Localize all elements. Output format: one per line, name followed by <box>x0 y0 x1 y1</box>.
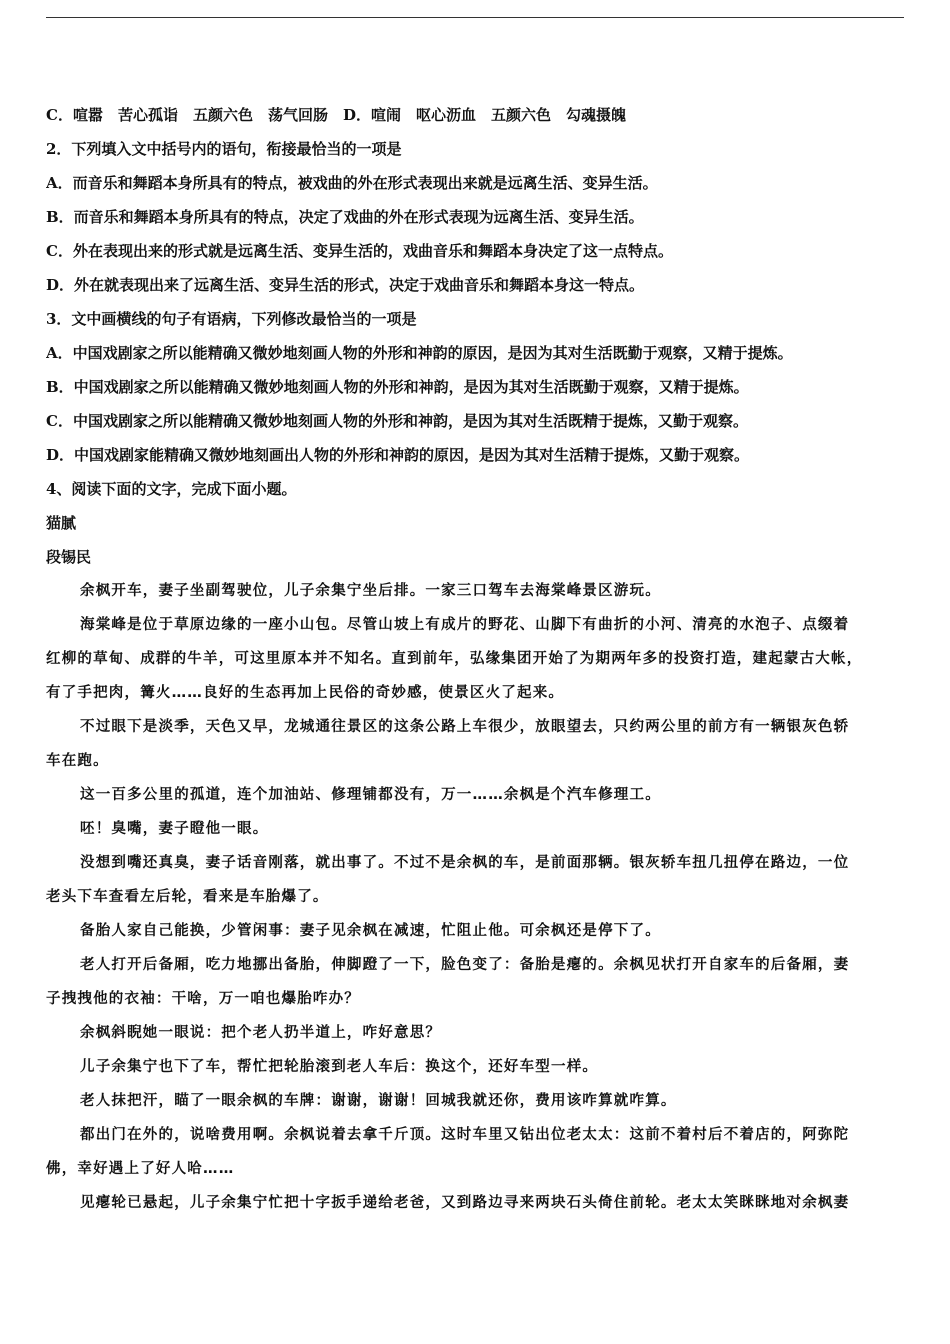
question-3-option-d: D．中国戏剧家能精确又微妙地刻画出人物的外形和神韵的原因，是因为其对生活精于提炼，又勤于观察。 <box>46 446 750 464</box>
question-3-stem: 3．文中画横线的句子有语病，下列修改最恰当的一项是 <box>46 310 417 328</box>
story-title: 猫腻 <box>46 514 77 532</box>
story-line: 没想到嘴还真臭，妻子话音刚落，就出事了。不过不是余枫的车，是前面那辆。银灰轿车扭几扭停在路边，一位 <box>80 855 850 871</box>
story-line: 儿子余集宁也下了车，帮忙把轮胎滚到老人车后：换这个，还好车型一样。 <box>80 1059 599 1075</box>
story-line: 老头下车查看左后轮，看来是车胎爆了。 <box>46 889 329 905</box>
question-3-option-a: A．中国戏剧家之所以能精确又微妙地刻画人物的外形和神韵的原因，是因为其对生活既勤于观察，又精于提炼。 <box>46 344 793 362</box>
story-line: 备胎人家自己能换，少管闲事：妻子见余枫在减速，忙阻止他。可余枫还是停下了。 <box>80 923 661 939</box>
story-line: 车在跑。 <box>46 753 109 769</box>
question-3-option-c: C．中国戏剧家之所以能精确又微妙地刻画人物的外形和神韵，是因为其对生活既精于提炼，又勤于观察。 <box>46 412 748 430</box>
story-line: 佛，幸好遇上了好人哈…… <box>46 1161 235 1177</box>
story-line: 这一百多公里的孤道，连个加油站、修理铺都没有，万一……余枫是个汽车修理工。 <box>80 787 661 803</box>
question-2-option-d: D．外在就表现出来了远离生活、变异生活的形式，决定于戏曲音乐和舞蹈本身这一特点。 <box>46 276 645 294</box>
option-d-label: D． <box>342 106 371 124</box>
story-line: 海棠峰是位于草原边缘的一座小山包。尽管山坡上有成片的野花、山脚下有曲折的小河、清亮的水泡子、点缀着 <box>80 617 850 633</box>
story-line: 余枫开车，妻子坐副驾驶位，儿子余集宁坐后排。一家三口驾车去海棠峰景区游玩。 <box>80 583 661 599</box>
question-2-option-b: B．而音乐和舞蹈本身所具有的特点，决定了戏曲的外在形式表现为远离生活、变异生活。 <box>46 208 644 226</box>
story-author: 段锡民 <box>46 548 92 566</box>
story-line: 不过眼下是淡季，天色又早，龙城通往景区的这条公路上车很少，放眼望去，只约两公里的前方有一辆银灰色轿 <box>80 719 850 735</box>
option-c-label: C． <box>46 106 73 124</box>
story-line: 子拽拽他的衣袖：干啥，万一咱也爆胎咋办？ <box>46 991 360 1007</box>
story-line: 有了手把肉，篝火……良好的生态再加上民俗的奇妙感，使景区火了起来。 <box>46 685 565 701</box>
options-c-d-line <box>46 98 906 132</box>
question-2-option-c: C．外在表现出来的形式就是远离生活、变异生活的，戏曲音乐和舞蹈本身决定了这一点特点。 <box>46 242 673 260</box>
header-rule <box>46 17 904 18</box>
story-line: 红柳的草甸、成群的牛羊，可这里原本并不知名。直到前年，弘缘集团开始了为期两年多的投资打造，建起蒙古大帐， <box>46 651 863 667</box>
question-2-option-a: A．而音乐和舞蹈本身所具有的特点，被戏曲的外在形式表现出来就是远离生活、变异生活。 <box>46 174 658 192</box>
question-2-stem: 2．下列填入文中括号内的语句，衔接最恰当的一项是 <box>46 140 402 158</box>
question-4-stem: 4、阅读下面的文字，完成下面小题。 <box>46 480 297 498</box>
story-line: 老人抹把汗，瞄了一眼余枫的车牌：谢谢，谢谢！回城我就还你，费用该咋算就咋算。 <box>80 1093 677 1109</box>
story-line: 见瘪轮已悬起，儿子余集宁忙把十字扳手递给老爸，又到路边寻来两块石头倚住前轮。老太太笑眯眯地对余枫妻 <box>80 1195 850 1211</box>
story-line: 余枫斜睨她一眼说：把个老人扔半道上，咋好意思？ <box>80 1025 442 1041</box>
story-line: 都出门在外的，说啥费用啊。余枫说着去拿千斤顶。这时车里又钻出位老太太：这前不着村后不着店的，阿弥陀 <box>80 1127 850 1143</box>
document-body <box>46 98 906 1220</box>
story-line: 老人打开后备厢，吃力地挪出备胎，伸脚蹬了一下，脸色变了：备胎是瘪的。余枫见状打开自家车的后备厢，妻 <box>80 957 850 973</box>
question-3-option-b: B．中国戏剧家之所以能精确又微妙地刻画人物的外形和神韵，是因为其对生活既勤于观察，又精于提炼。 <box>46 378 749 396</box>
option-c-text: 喧嚣 苦心孤诣 五颜六色 荡气回肠 <box>72 106 328 124</box>
story-line: 呸！臭嘴，妻子瞪他一眼。 <box>80 821 269 837</box>
option-d-text: 喧闹 呕心沥血 五颜六色 勾魂摄魄 <box>371 106 627 124</box>
